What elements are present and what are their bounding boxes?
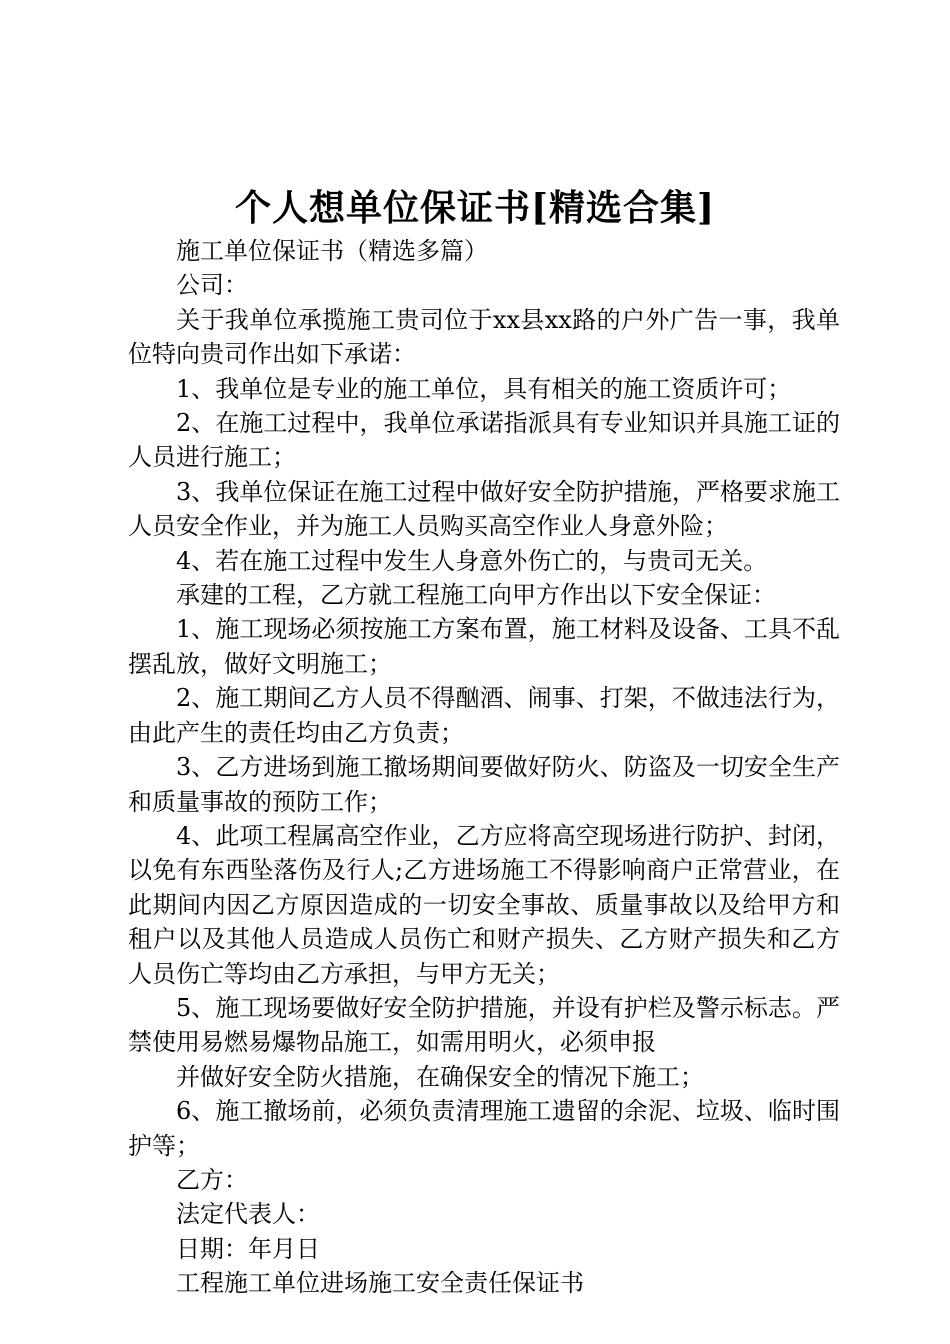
paragraph: 1、我单位是专业的施工单位，具有相关的施工资质许可； [176,374,792,403]
paragraph: 2、施工期间乙方人员不得酗酒、闹事、打架，不做违法行为，由此产生的责任均由乙方负责； [128,684,840,747]
paragraph: 5、施工现场要做好安全防护措施，并设有护栏及警示标志。严禁使用易燃易爆物品施工，如需用明火，必须申报 [128,993,840,1057]
paragraph: 1、施工现场必须按施工方案布置，施工材料及设备、工具不乱摆乱放，做好文明施工； [128,615,840,678]
document-body [128,234,840,1301]
paragraph: 法定代表人： [176,1200,320,1229]
paragraph: 6、施工撤场前，必须负责清理施工遗留的余泥、垃圾、临时围护等； [128,1097,840,1160]
paragraph: 公司： [176,271,248,300]
paragraph: 4、若在施工过程中发生人身意外伤亡的，与贵司无关。 [176,546,768,575]
paragraph: 施工单位保证书（精选多篇） [176,237,488,265]
paragraph: 3、乙方进场到施工撤场期间要做好防火、防盗及一切安全生产和质量事故的预防工作； [128,753,840,816]
paragraph: 3、我单位保证在施工过程中做好安全防护措施，严格要求施工人员安全作业，并为施工人员购买高空作业人身意外险； [128,477,840,541]
paragraph: 关于我单位承揽施工贵司位于xx县xx路的户外广告一事，我单位特向贵司作出如下承诺： [128,305,840,369]
paragraph: 4、此项工程属高空作业，乙方应将高空现场进行防护、封闭，以免有东西坠落伤及行人;乙方进场施工不得影响商户正常营业，在此期间内因乙方原因造成的一切安全事故、质量事故以及给甲方和租户以及其他人员造成人员伤亡和财产损失、乙方财产损失和乙方人员伤亡等均由乙方承担，与甲方无关； [128,821,840,988]
paragraph: 乙方： [176,1165,248,1194]
paragraph: 并做好安全防火措施，在确保安全的情况下施工； [176,1062,704,1091]
document-title: 个人想单位保证书[精选合集] [234,187,716,229]
paragraph: 2、在施工过程中，我单位承诺指派具有专业知识并具施工证的人员进行施工； [128,409,840,472]
paragraph: 承建的工程，乙方就工程施工向甲方作出以下安全保证： [176,581,776,610]
paragraph: 工程施工单位进场施工安全责任保证书 [176,1269,584,1298]
paragraph: 日期：年月日 [176,1234,320,1263]
